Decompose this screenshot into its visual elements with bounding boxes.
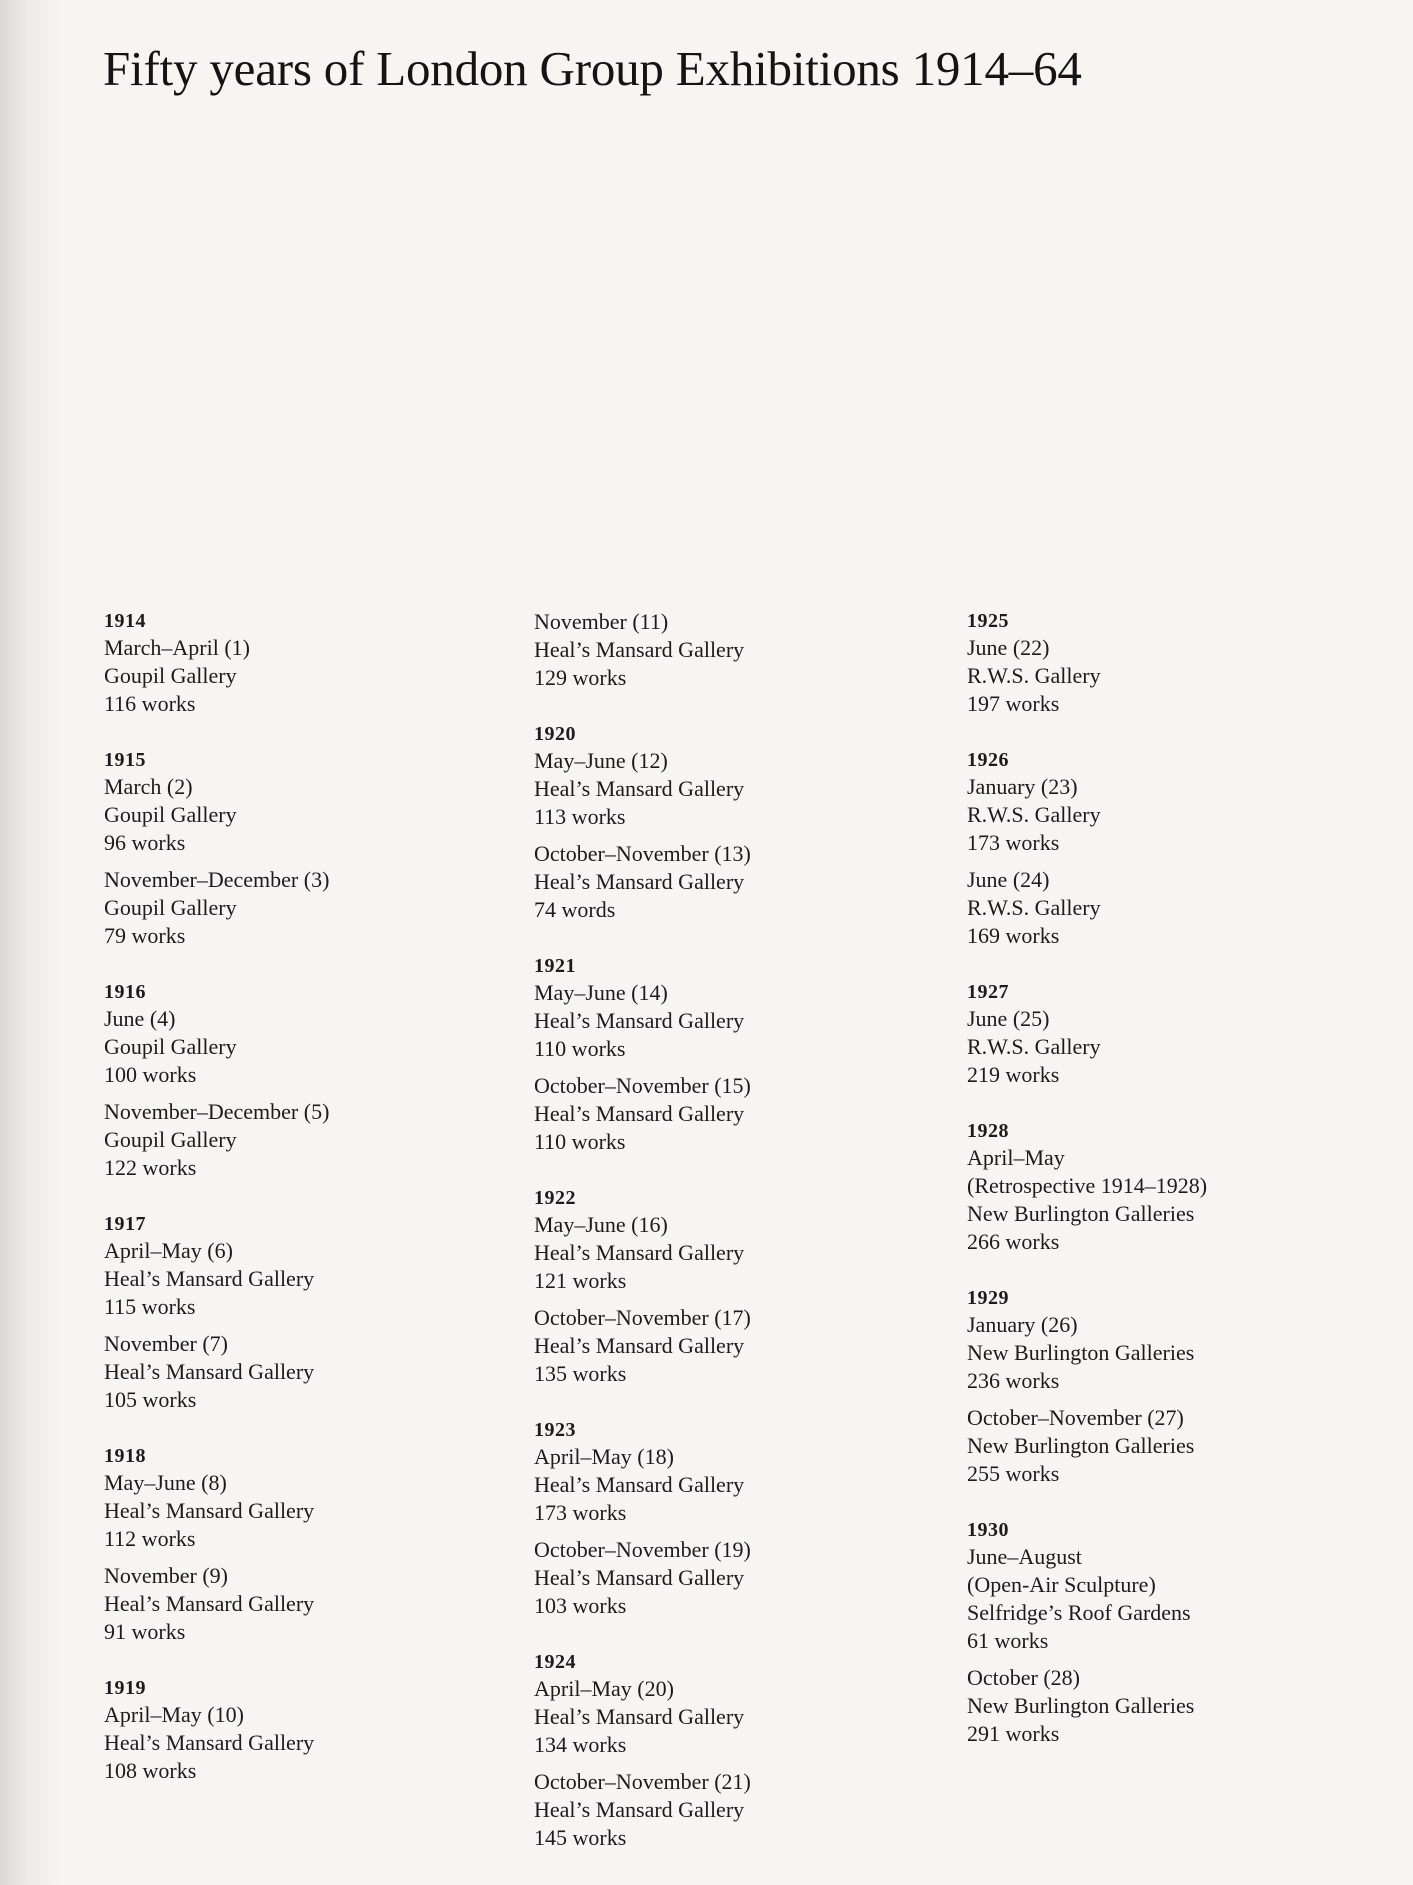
- exhibition-line: May–June (12): [534, 748, 668, 773]
- exhibition-line: (Retrospective 1914–1928): [967, 1173, 1208, 1198]
- exhibition-line: October–November (15): [534, 1073, 751, 1098]
- exhibition-line: Heal’s Mansard Gallery: [534, 1333, 745, 1358]
- exhibition-line: Heal’s Mansard Gallery: [534, 1704, 745, 1729]
- year-heading: 1923: [534, 1419, 576, 1441]
- exhibition-line: April–May (20): [534, 1676, 674, 1701]
- exhibition-line: 129 works: [534, 665, 627, 690]
- exhibition-line: October–November (17): [534, 1305, 751, 1330]
- exhibition-line: 100 works: [104, 1062, 197, 1087]
- year-block: [104, 1443, 524, 1646]
- exhibition-entry: [534, 1675, 954, 1759]
- year-block: [967, 1118, 1387, 1256]
- exhibition-line: 197 works: [967, 691, 1060, 716]
- exhibition-line: April–May: [967, 1145, 1065, 1170]
- page-title: Fifty years of London Group Exhibitions 1914–64: [103, 41, 1082, 96]
- year-block: [967, 1285, 1387, 1488]
- exhibition-entry: [104, 1701, 524, 1785]
- exhibition-line: November–December (3): [104, 867, 330, 892]
- exhibition-line: R.W.S. Gallery: [967, 802, 1101, 827]
- year-heading: 1927: [967, 981, 1009, 1003]
- exhibition-entry: [534, 608, 954, 692]
- exhibition-line: Heal’s Mansard Gallery: [534, 776, 745, 801]
- exhibition-line: May–June (16): [534, 1212, 668, 1237]
- exhibition-line: 74 words: [534, 897, 616, 922]
- exhibition-entry: [967, 1005, 1387, 1089]
- exhibition-line: 79 works: [104, 923, 186, 948]
- exhibition-line: Heal’s Mansard Gallery: [104, 1591, 315, 1616]
- exhibition-entry: [104, 634, 524, 718]
- exhibition-entry: [534, 1536, 954, 1620]
- year-heading: 1920: [534, 723, 576, 745]
- year-block: [104, 979, 524, 1182]
- year-heading: 1914: [104, 610, 146, 632]
- exhibition-line: June (25): [967, 1006, 1050, 1031]
- exhibition-entry: [104, 1098, 524, 1182]
- exhibition-line: 173 works: [534, 1500, 627, 1525]
- exhibition-entry: [967, 1664, 1387, 1748]
- year-block: [534, 1417, 954, 1620]
- exhibition-entry: [104, 1005, 524, 1089]
- exhibition-line: March (2): [104, 774, 193, 799]
- exhibition-entry: [534, 1443, 954, 1527]
- exhibition-entry: [104, 1330, 524, 1414]
- exhibition-line: 266 works: [967, 1229, 1060, 1254]
- exhibition-line: Heal’s Mansard Gallery: [534, 1472, 745, 1497]
- exhibition-line: April–May (18): [534, 1444, 674, 1469]
- exhibition-entry: [967, 773, 1387, 857]
- year-block: [967, 608, 1387, 718]
- exhibition-entry: [104, 866, 524, 950]
- exhibition-line: 135 works: [534, 1361, 627, 1386]
- year-heading: 1922: [534, 1187, 576, 1209]
- exhibition-line: Selfridge’s Roof Gardens: [967, 1600, 1191, 1625]
- exhibition-line: Goupil Gallery: [104, 1127, 237, 1152]
- exhibition-line: Heal’s Mansard Gallery: [534, 637, 745, 662]
- exhibition-line: 173 works: [967, 830, 1060, 855]
- exhibition-line: November (7): [104, 1331, 229, 1356]
- year-block: [104, 747, 524, 950]
- exhibition-line: 110 works: [534, 1036, 626, 1061]
- exhibition-line: Goupil Gallery: [104, 1034, 237, 1059]
- exhibition-line: 115 works: [104, 1294, 196, 1319]
- exhibition-line: 91 works: [104, 1619, 186, 1644]
- year-block: [104, 1675, 524, 1785]
- exhibition-line: October–November (13): [534, 841, 751, 866]
- exhibition-column-2: [534, 608, 954, 1881]
- exhibition-line: January (23): [967, 774, 1078, 799]
- exhibition-line: 291 works: [967, 1721, 1060, 1746]
- exhibition-line: 61 works: [967, 1628, 1049, 1653]
- exhibition-line: Heal’s Mansard Gallery: [534, 1240, 745, 1265]
- exhibition-line: (Open-Air Sculpture): [967, 1572, 1156, 1597]
- exhibition-entry: [534, 747, 954, 831]
- page-gutter-shadow: [0, 0, 60, 1885]
- year-block: [534, 1649, 954, 1852]
- exhibition-line: Heal’s Mansard Gallery: [534, 1101, 745, 1126]
- exhibition-line: October–November (21): [534, 1769, 751, 1794]
- exhibition-entry: [967, 634, 1387, 718]
- exhibition-line: Heal’s Mansard Gallery: [104, 1498, 315, 1523]
- exhibition-line: 110 works: [534, 1129, 626, 1154]
- exhibition-entry: [534, 1304, 954, 1388]
- exhibition-line: January (26): [967, 1312, 1078, 1337]
- exhibition-line: November (9): [104, 1563, 229, 1588]
- exhibition-line: Heal’s Mansard Gallery: [534, 869, 745, 894]
- year-heading: 1916: [104, 981, 146, 1003]
- year-heading: 1921: [534, 955, 576, 977]
- exhibition-line: 134 works: [534, 1732, 627, 1757]
- exhibition-line: Goupil Gallery: [104, 663, 237, 688]
- exhibition-entry: [104, 773, 524, 857]
- year-heading: 1919: [104, 1677, 146, 1699]
- exhibition-line: 96 works: [104, 830, 186, 855]
- exhibition-entry: [967, 1144, 1387, 1256]
- exhibition-line: November (11): [534, 609, 669, 634]
- exhibition-line: Heal’s Mansard Gallery: [104, 1730, 315, 1755]
- exhibition-entry: [967, 866, 1387, 950]
- year-heading: 1918: [104, 1445, 146, 1467]
- exhibition-line: Heal’s Mansard Gallery: [104, 1266, 315, 1291]
- year-block: [534, 608, 954, 692]
- exhibition-line: 219 works: [967, 1062, 1060, 1087]
- exhibition-entry: [104, 1562, 524, 1646]
- exhibition-line: New Burlington Galleries: [967, 1693, 1195, 1718]
- year-block: [104, 1211, 524, 1414]
- exhibition-entry: [534, 1768, 954, 1852]
- exhibition-line: Heal’s Mansard Gallery: [534, 1008, 745, 1033]
- year-block: [534, 721, 954, 924]
- exhibition-line: Heal’s Mansard Gallery: [104, 1359, 315, 1384]
- exhibition-line: 169 works: [967, 923, 1060, 948]
- exhibition-entry: [534, 840, 954, 924]
- exhibition-line: 113 works: [534, 804, 626, 829]
- exhibition-line: May–June (14): [534, 980, 668, 1005]
- exhibition-line: June (4): [104, 1006, 176, 1031]
- exhibition-line: R.W.S. Gallery: [967, 895, 1101, 920]
- exhibition-entry: [104, 1237, 524, 1321]
- year-block: [967, 979, 1387, 1089]
- exhibition-line: June–August: [967, 1544, 1082, 1569]
- year-heading: 1924: [534, 1651, 576, 1673]
- exhibition-line: 112 works: [104, 1526, 196, 1551]
- year-heading: 1915: [104, 749, 146, 771]
- exhibition-line: New Burlington Galleries: [967, 1340, 1195, 1365]
- exhibition-line: New Burlington Galleries: [967, 1201, 1195, 1226]
- year-heading: 1917: [104, 1213, 146, 1235]
- exhibition-line: New Burlington Galleries: [967, 1433, 1195, 1458]
- exhibition-line: Heal’s Mansard Gallery: [534, 1797, 745, 1822]
- exhibition-line: March–April (1): [104, 635, 251, 660]
- exhibition-entry: [534, 1072, 954, 1156]
- exhibition-column-3: [967, 608, 1387, 1777]
- exhibition-line: 121 works: [534, 1268, 627, 1293]
- year-heading: 1930: [967, 1519, 1009, 1541]
- exhibition-entry: [967, 1543, 1387, 1655]
- exhibition-line: October–November (19): [534, 1537, 751, 1562]
- exhibition-line: May–June (8): [104, 1470, 227, 1495]
- exhibition-line: 236 works: [967, 1368, 1060, 1393]
- exhibition-entry: [534, 979, 954, 1063]
- exhibition-line: Heal’s Mansard Gallery: [534, 1565, 745, 1590]
- exhibition-line: 255 works: [967, 1461, 1060, 1486]
- exhibition-line: Goupil Gallery: [104, 895, 237, 920]
- year-heading: 1929: [967, 1287, 1009, 1309]
- exhibition-line: April–May (10): [104, 1702, 244, 1727]
- exhibition-line: 105 works: [104, 1387, 197, 1412]
- exhibition-entry: [534, 1211, 954, 1295]
- exhibition-line: November–December (5): [104, 1099, 330, 1124]
- exhibition-line: R.W.S. Gallery: [967, 663, 1101, 688]
- exhibition-line: 122 works: [104, 1155, 197, 1180]
- exhibition-column-1: [104, 608, 524, 1814]
- year-block: [534, 953, 954, 1156]
- exhibition-entry: [967, 1311, 1387, 1395]
- year-block: [104, 608, 524, 718]
- exhibition-line: 145 works: [534, 1825, 627, 1850]
- exhibition-line: October–November (27): [967, 1405, 1184, 1430]
- exhibition-line: June (22): [967, 635, 1050, 660]
- exhibition-line: April–May (6): [104, 1238, 233, 1263]
- year-block: [967, 1517, 1387, 1748]
- year-heading: 1926: [967, 749, 1009, 771]
- year-block: [967, 747, 1387, 950]
- exhibition-line: October (28): [967, 1665, 1081, 1690]
- exhibition-line: Goupil Gallery: [104, 802, 237, 827]
- exhibition-entry: [104, 1469, 524, 1553]
- exhibition-line: R.W.S. Gallery: [967, 1034, 1101, 1059]
- year-heading: 1928: [967, 1120, 1009, 1142]
- exhibition-line: 103 works: [534, 1593, 627, 1618]
- year-heading: 1925: [967, 610, 1009, 632]
- exhibition-line: 116 works: [104, 691, 196, 716]
- exhibition-line: 108 works: [104, 1758, 197, 1783]
- exhibition-entry: [967, 1404, 1387, 1488]
- year-block: [534, 1185, 954, 1388]
- exhibition-line: June (24): [967, 867, 1050, 892]
